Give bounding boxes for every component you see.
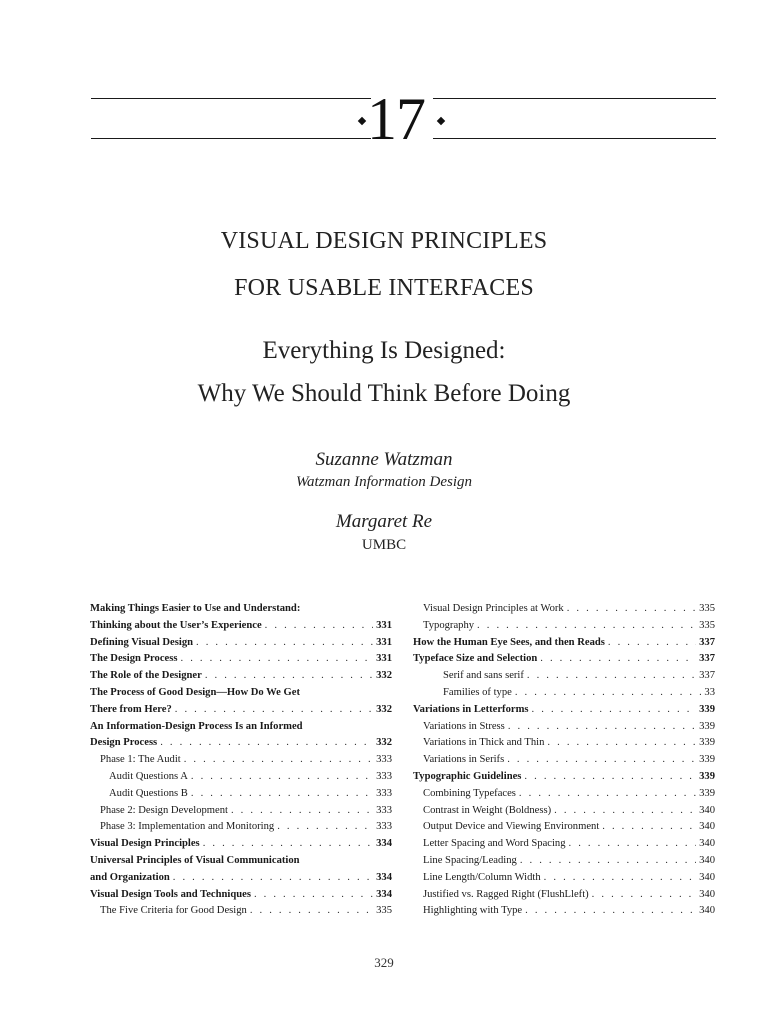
toc-entry xyxy=(90,821,392,838)
toc-entry-page: 333 xyxy=(376,804,392,816)
toc-entry xyxy=(413,620,715,637)
toc-entry-label: Audit Questions B xyxy=(109,787,188,799)
toc-entry xyxy=(90,838,392,855)
toc-entry xyxy=(413,788,715,805)
toc-leader-dots xyxy=(540,653,696,664)
toc-entry xyxy=(90,704,392,721)
toc-entry-page: 339 xyxy=(699,754,715,766)
page-number: 329 xyxy=(374,955,394,970)
toc-leader-dots xyxy=(181,653,374,664)
toc-leader-dots xyxy=(254,889,373,900)
toc-entry-label: Universal Principles of Visual Communication xyxy=(90,854,300,866)
toc-leader-dots xyxy=(205,670,373,681)
toc-entry-label: Making Things Easier to Use and Understand: xyxy=(90,603,301,614)
toc-entry-label: Visual Design Tools and Techniques xyxy=(90,888,251,900)
toc-entry xyxy=(413,754,715,771)
toc-entry xyxy=(413,805,715,822)
toc-entry-label: Phase 3: Implementation and Monitoring xyxy=(100,821,275,833)
toc-entry-page: 339 xyxy=(699,787,715,799)
chapter-number: 17 xyxy=(367,86,425,152)
toc-entry-label: Variations in Serifs xyxy=(423,754,505,766)
toc-entry xyxy=(90,687,392,704)
toc-entry-label: Families of type xyxy=(443,686,512,698)
author-name: Suzanne Watzman xyxy=(315,449,453,470)
toc-entry-label: Visual Design Principles at Work xyxy=(423,603,564,614)
toc-entry-label: Variations in Thick and Thin xyxy=(423,737,545,749)
toc-leader-dots xyxy=(544,872,696,883)
toc-entry-label: Typography xyxy=(423,619,475,631)
toc-entry-label: Visual Design Principles xyxy=(90,838,200,850)
toc-entry-page: 340 xyxy=(699,838,715,850)
toc-leader-dots xyxy=(477,620,696,631)
toc-entry-label: Line Spacing/Leading xyxy=(423,854,517,866)
toc-entry-page: 337 xyxy=(699,653,715,665)
toc-entry-label: Line Length/Column Width xyxy=(423,871,541,883)
chapter-rule-bottom-right xyxy=(433,138,716,139)
chapter-subtitle-line-1: Everything Is Designed: xyxy=(262,337,506,364)
toc-entry-page: 331 xyxy=(376,636,392,648)
toc-entry-page: 339 xyxy=(699,770,715,782)
toc-entry xyxy=(90,670,392,687)
toc-entry-page: 335 xyxy=(376,905,392,917)
toc-leader-dots xyxy=(184,754,373,765)
toc-entry-page: 335 xyxy=(699,619,715,631)
toc-entry xyxy=(90,721,392,738)
toc-entry-page: 333 xyxy=(376,821,392,833)
toc-entry-label: Combining Typefaces xyxy=(423,787,516,799)
toc-entry-page: 332 xyxy=(376,737,392,749)
toc-entry-label: Output Device and Viewing Environment xyxy=(423,821,600,833)
toc-entry-label: Design Process xyxy=(90,737,158,749)
toc-entry-label: The Design Process xyxy=(90,653,178,665)
toc-entry-page: 337 xyxy=(699,636,715,648)
toc-entry-label: Justified vs. Ragged Right (FlushLleft) xyxy=(423,888,589,900)
toc-entry-page: 339 xyxy=(699,737,715,749)
chapter-rule-bottom-left xyxy=(91,138,371,139)
toc-entry-label: Phase 2: Design Development xyxy=(100,804,228,816)
toc-entry xyxy=(90,788,392,805)
toc-entry xyxy=(413,838,715,855)
toc-entry xyxy=(90,872,392,889)
chapter-subtitle-line-2: Why We Should Think Before Doing xyxy=(197,380,571,407)
toc-entry-page: 335 xyxy=(699,603,715,614)
toc-entry-label: Phase 1: The Audit xyxy=(100,754,181,766)
toc-leader-dots xyxy=(524,771,696,782)
toc-leader-dots xyxy=(567,603,696,614)
toc-entry xyxy=(90,905,392,922)
toc-entry xyxy=(413,670,715,687)
toc-leader-dots xyxy=(520,855,696,866)
toc-entry-label: The Process of Good Design—How Do We Get xyxy=(90,686,301,698)
toc-entry-label: Serif and sans serif xyxy=(443,670,524,682)
toc-entry xyxy=(413,872,715,889)
toc-entry-label: How the Human Eye Sees, and then Reads xyxy=(413,636,605,648)
toc-entry xyxy=(413,603,715,620)
toc-entry-page: 332 xyxy=(376,670,392,682)
toc-entry-page: 334 xyxy=(376,888,392,900)
toc-entry-page: 334 xyxy=(376,838,392,850)
toc-entry-label: Highlighting with Type xyxy=(423,905,523,917)
toc-entry xyxy=(90,889,392,906)
toc-entry xyxy=(413,821,715,838)
toc-entry-page: 334 xyxy=(376,871,392,883)
toc-entry xyxy=(90,754,392,771)
toc-entry-page: 337 xyxy=(699,670,715,682)
toc-entry-page: 340 xyxy=(699,905,715,917)
toc-entry xyxy=(413,704,715,721)
toc-entry-page: 331 xyxy=(376,619,392,631)
author-affiliation: Watzman Information Design xyxy=(295,474,473,490)
toc-entry-page: 331 xyxy=(376,653,392,665)
chapter-rule-top-right xyxy=(433,98,716,99)
toc-entry-page: 340 xyxy=(699,888,715,900)
toc-leader-dots xyxy=(519,788,696,799)
toc-entry xyxy=(90,805,392,822)
toc-entry-label: There from Here? xyxy=(90,703,172,715)
author-name: Margaret Re xyxy=(335,511,433,532)
chapter-title-line-1: VISUAL DESIGN PRINCIPLES xyxy=(220,228,548,254)
toc-entry-label: The Role of the Designer xyxy=(90,670,202,682)
toc-leader-dots xyxy=(203,838,373,849)
toc-entry-label: An Information-Design Process Is an Informed xyxy=(90,720,303,732)
toc-leader-dots xyxy=(231,805,373,816)
toc-leader-dots xyxy=(175,704,373,715)
toc-entry xyxy=(413,687,715,704)
toc-leader-dots xyxy=(547,737,696,748)
toc-entry-page: 340 xyxy=(699,821,715,833)
toc-entry xyxy=(413,721,715,738)
toc-entry-label: The Five Criteria for Good Design xyxy=(100,905,247,917)
toc-entry-page: 340 xyxy=(699,854,715,866)
toc-entry xyxy=(413,855,715,872)
toc-entry-label: Letter Spacing and Word Spacing xyxy=(423,838,566,850)
toc-entry-page: 332 xyxy=(376,703,392,715)
toc-leader-dots xyxy=(532,704,697,715)
author-affiliation: UMBC xyxy=(361,537,407,553)
toc-entry-page: 340 xyxy=(699,804,715,816)
toc-entry xyxy=(90,603,392,620)
toc-leader-dots xyxy=(191,771,373,782)
toc-entry-page: 333 xyxy=(376,787,392,799)
toc-entry-page: 33 xyxy=(704,686,715,698)
toc-entry xyxy=(413,905,715,922)
toc-entry-label: and Organization xyxy=(90,871,170,883)
toc-entry xyxy=(90,855,392,872)
toc-entry-label: Typeface Size and Selection xyxy=(413,653,538,665)
toc-leader-dots xyxy=(527,670,696,681)
toc-entry xyxy=(413,637,715,654)
toc-entry xyxy=(90,737,392,754)
toc-leader-dots xyxy=(525,905,696,916)
toc-entry xyxy=(90,620,392,637)
toc-entry xyxy=(90,653,392,670)
toc-leader-dots xyxy=(507,754,696,765)
toc-entry xyxy=(413,889,715,906)
toc-entry-label: Variations in Stress xyxy=(423,720,505,732)
toc-leader-dots xyxy=(250,905,373,916)
toc-leader-dots xyxy=(173,872,373,883)
toc-leader-dots xyxy=(602,821,696,832)
toc-entry-page: 339 xyxy=(699,720,715,732)
toc-leader-dots xyxy=(277,821,373,832)
toc-entry xyxy=(413,737,715,754)
toc-entry-label: Variations in Letterforms xyxy=(413,703,529,715)
chapter-title-line-2: FOR USABLE INTERFACES xyxy=(234,275,534,301)
toc-entry-page: 333 xyxy=(376,770,392,782)
toc-entry-page: 333 xyxy=(376,754,392,766)
chapter-rule-top-left xyxy=(91,98,371,99)
toc-leader-dots xyxy=(191,788,373,799)
toc-entry-label: Defining Visual Design xyxy=(90,636,194,648)
toc-leader-dots xyxy=(554,805,696,816)
toc-leader-dots xyxy=(608,637,696,648)
toc-leader-dots xyxy=(265,620,373,631)
toc-leader-dots xyxy=(515,687,702,698)
toc-leader-dots xyxy=(569,838,697,849)
toc-leader-dots xyxy=(592,889,696,900)
toc-leader-dots xyxy=(196,637,373,648)
toc-leader-dots xyxy=(508,721,696,732)
toc-entry-label: Typographic Guidelines xyxy=(413,770,522,782)
toc-entry-label: Audit Questions A xyxy=(109,770,188,782)
toc-entry xyxy=(413,653,715,670)
toc-entry xyxy=(90,771,392,788)
toc-entry xyxy=(90,637,392,654)
toc-entry-label: Contrast in Weight (Boldness) xyxy=(423,804,552,816)
toc-column-right xyxy=(413,603,715,922)
toc-entry-page: 339 xyxy=(699,703,715,715)
toc-entry xyxy=(413,771,715,788)
toc-entry-page: 340 xyxy=(699,871,715,883)
toc-column-left xyxy=(90,603,392,922)
toc-entry-label: Thinking about the User’s Experience xyxy=(90,619,262,631)
toc-leader-dots xyxy=(160,737,373,748)
